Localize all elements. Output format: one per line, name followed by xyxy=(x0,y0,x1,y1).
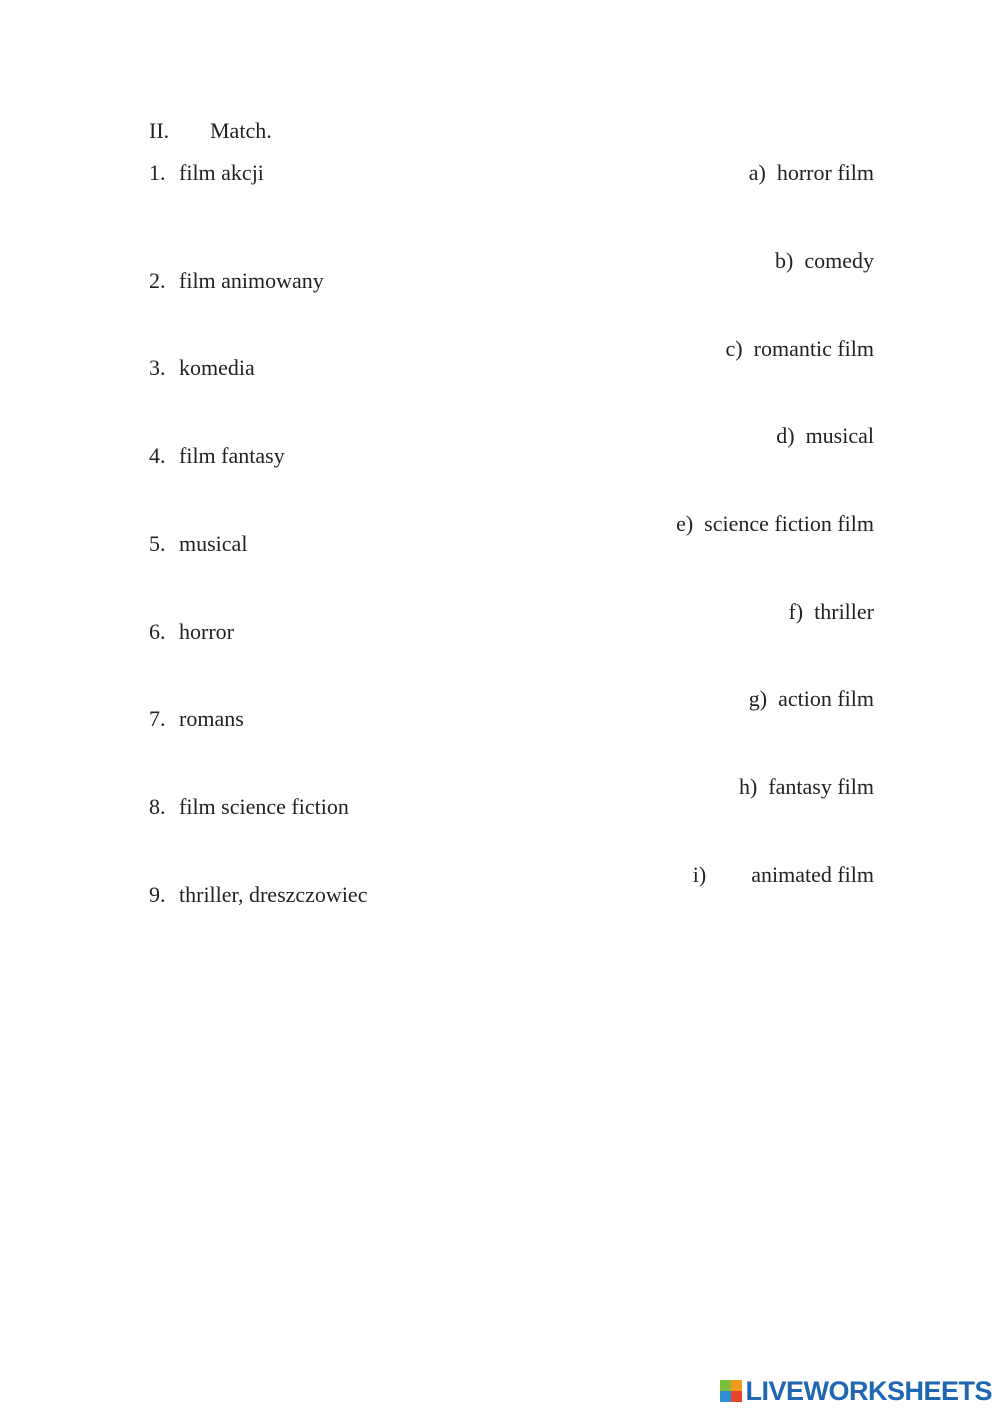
right-item-h: h) fantasy film xyxy=(738,774,874,799)
left-item-8: 8. film science fiction xyxy=(149,794,349,819)
left-item-text: romans xyxy=(179,706,244,731)
left-item-5: 5. musical xyxy=(149,531,248,556)
right-item-text: animated film xyxy=(751,862,874,887)
right-item-a: a) horror film xyxy=(748,160,874,185)
brand-name: LIVEWORKSHEETS xyxy=(745,1375,992,1406)
left-item-3: 3. komedia xyxy=(149,355,255,380)
left-item-7: 7. romans xyxy=(149,706,244,731)
left-item-text: film fantasy xyxy=(179,443,285,468)
right-item-g: g) action film xyxy=(748,686,874,711)
right-item-d: d) musical xyxy=(776,423,874,448)
right-item-e: e) science fiction film xyxy=(676,511,874,536)
left-item-text: film animowany xyxy=(179,268,324,293)
right-item-text: horror film xyxy=(776,160,874,185)
left-item-6: 6. horror xyxy=(149,619,234,644)
right-item-text: action film xyxy=(778,686,874,711)
left-item-1: 1. film akcji xyxy=(149,160,264,185)
right-item-b: b) comedy xyxy=(775,248,874,273)
right-item-text: fantasy film xyxy=(768,774,874,799)
right-item-c: c) romantic film xyxy=(725,336,874,361)
right-item-text: musical xyxy=(805,423,874,448)
exercise-number: II. xyxy=(149,118,170,143)
exercise-heading xyxy=(149,118,272,144)
right-item-text: comedy xyxy=(804,248,874,273)
liveworksheets-logo-icon xyxy=(720,1380,742,1402)
exercise-instruction: Match. xyxy=(210,118,272,143)
left-item-text: musical xyxy=(179,531,248,556)
left-item-text: thriller, dreszczowiec xyxy=(179,882,368,907)
right-item-text: thriller xyxy=(814,599,874,624)
left-item-text: film science fiction xyxy=(179,794,349,819)
left-item-text: horror xyxy=(179,619,234,644)
liveworksheets-brand xyxy=(720,1377,992,1405)
right-item-text: science fiction film xyxy=(704,511,874,536)
left-item-9: 9. thriller, dreszczowiec xyxy=(149,882,368,907)
left-item-text: komedia xyxy=(179,355,255,380)
left-item-text: film akcji xyxy=(179,160,264,185)
right-item-text: romantic film xyxy=(753,336,874,361)
right-item-f: f) thriller xyxy=(788,599,874,624)
left-item-2: 2. film animowany xyxy=(149,268,324,293)
left-item-4: 4. film fantasy xyxy=(149,443,285,468)
right-item-i: i) animated film xyxy=(692,862,874,887)
